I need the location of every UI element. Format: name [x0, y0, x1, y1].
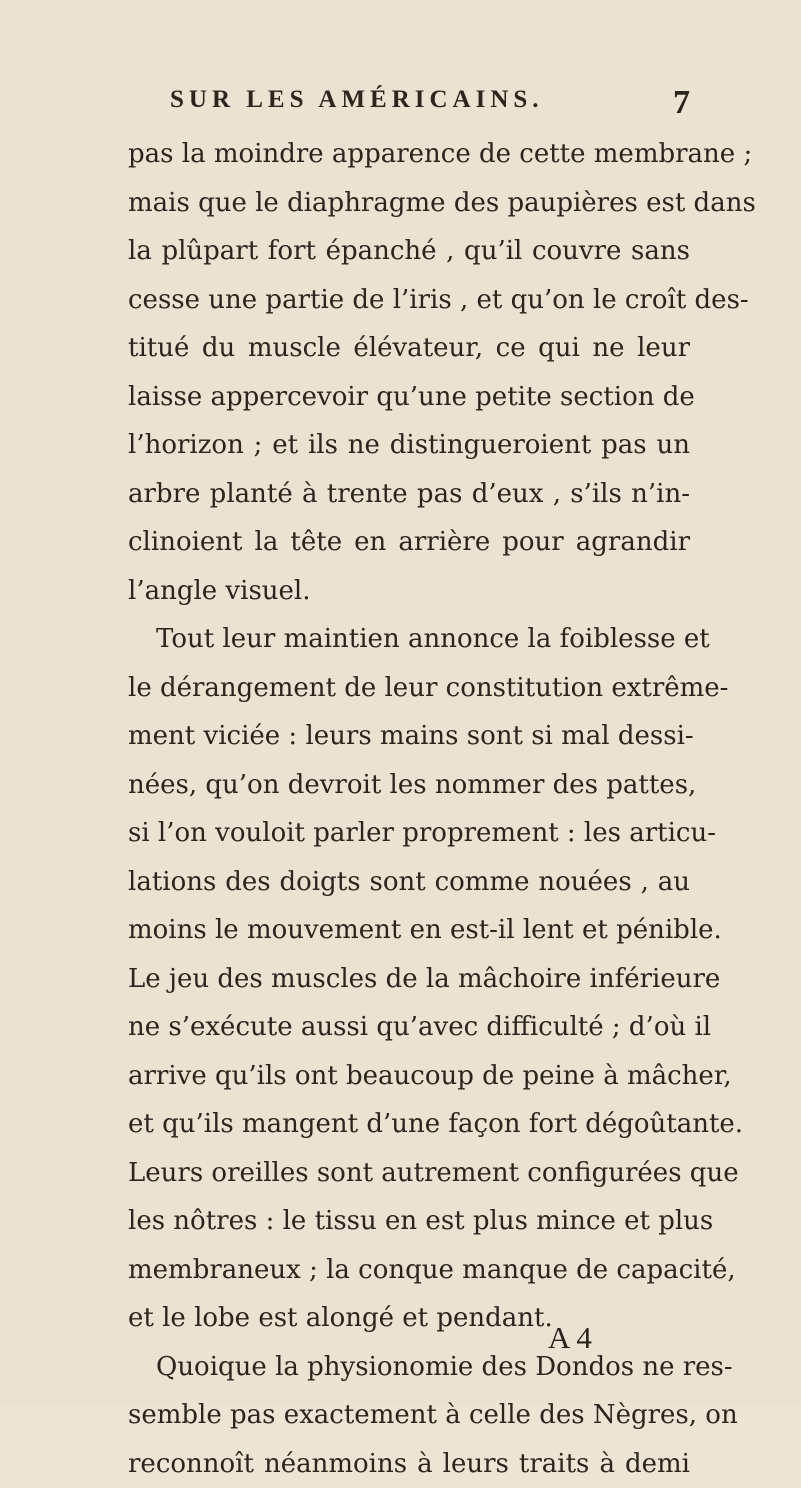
text-line: lations des doigts sont comme nouées , au [128, 858, 690, 907]
text-line: mais que le diaphragme des paupières est dans [128, 179, 690, 228]
text-line-paragraph-start: Quoique la physionomie des Dondos ne res- [128, 1343, 690, 1392]
text-line: si l’on vouloit parler proprement : les articu- [128, 809, 690, 858]
text-line: ment viciée : leurs mains sont si mal dessi- [128, 712, 690, 761]
text-line: membraneux ; la conque manque de capacité, [128, 1246, 690, 1295]
text-line-paragraph-start: Tout leur maintien annonce la foiblesse et [128, 615, 690, 664]
text-line: cesse une partie de l’iris , et qu’on le croît des- [128, 276, 690, 325]
text-line: reconnoît néanmoins à leurs traits à demi [128, 1440, 690, 1488]
text-line: semble pas exactement à celle des Nègres, on [128, 1391, 690, 1440]
text-line-paragraph-end: et le lobe est alongé et pendant. [128, 1294, 690, 1343]
text-line: les nôtres : le tissu en est plus mince et plus [128, 1197, 690, 1246]
text-line: nées, qu’on devroit les nommer des pattes, [128, 761, 690, 810]
text-line: la plûpart fort épanché , qu’il couvre sans [128, 227, 690, 276]
text-line: et qu’ils mangent d’une façon fort dégoûtante. [128, 1100, 690, 1149]
text-line: arbre planté à trente pas d’eux , s’ils n’in- [128, 470, 690, 519]
text-line: arrive qu’ils ont beaucoup de peine à mâcher, [128, 1052, 690, 1101]
text-line: le dérangement de leur constitution extrême- [128, 664, 690, 713]
text-line: titué du muscle élévateur, ce qui ne leur [128, 324, 690, 373]
page-header [170, 86, 690, 126]
text-line: Leurs oreilles sont autrement configurées que [128, 1149, 690, 1198]
text-line: ne s’exécute aussi qu’avec difficulté ; d’où il [128, 1003, 690, 1052]
body-text [128, 130, 690, 1488]
text-line: pas la moindre apparence de cette membrane ; [128, 130, 690, 179]
signature-mark: A 4 [548, 1320, 592, 1356]
text-line: clinoient la tête en arrière pour agrandir [128, 518, 690, 567]
text-line: Le jeu des muscles de la mâchoire inférieure [128, 955, 690, 1004]
text-line: moins le mouvement en est-il lent et pénible. [128, 906, 690, 955]
page-number: 7 [673, 84, 690, 122]
text-line-paragraph-end: l’angle visuel. [128, 567, 690, 616]
text-line: l’horizon ; et ils ne distingueroient pas un [128, 421, 690, 470]
running-head: SUR LES AMÉRICAINS. [170, 86, 544, 114]
text-line: laisse appercevoir qu’une petite section de [128, 373, 690, 422]
